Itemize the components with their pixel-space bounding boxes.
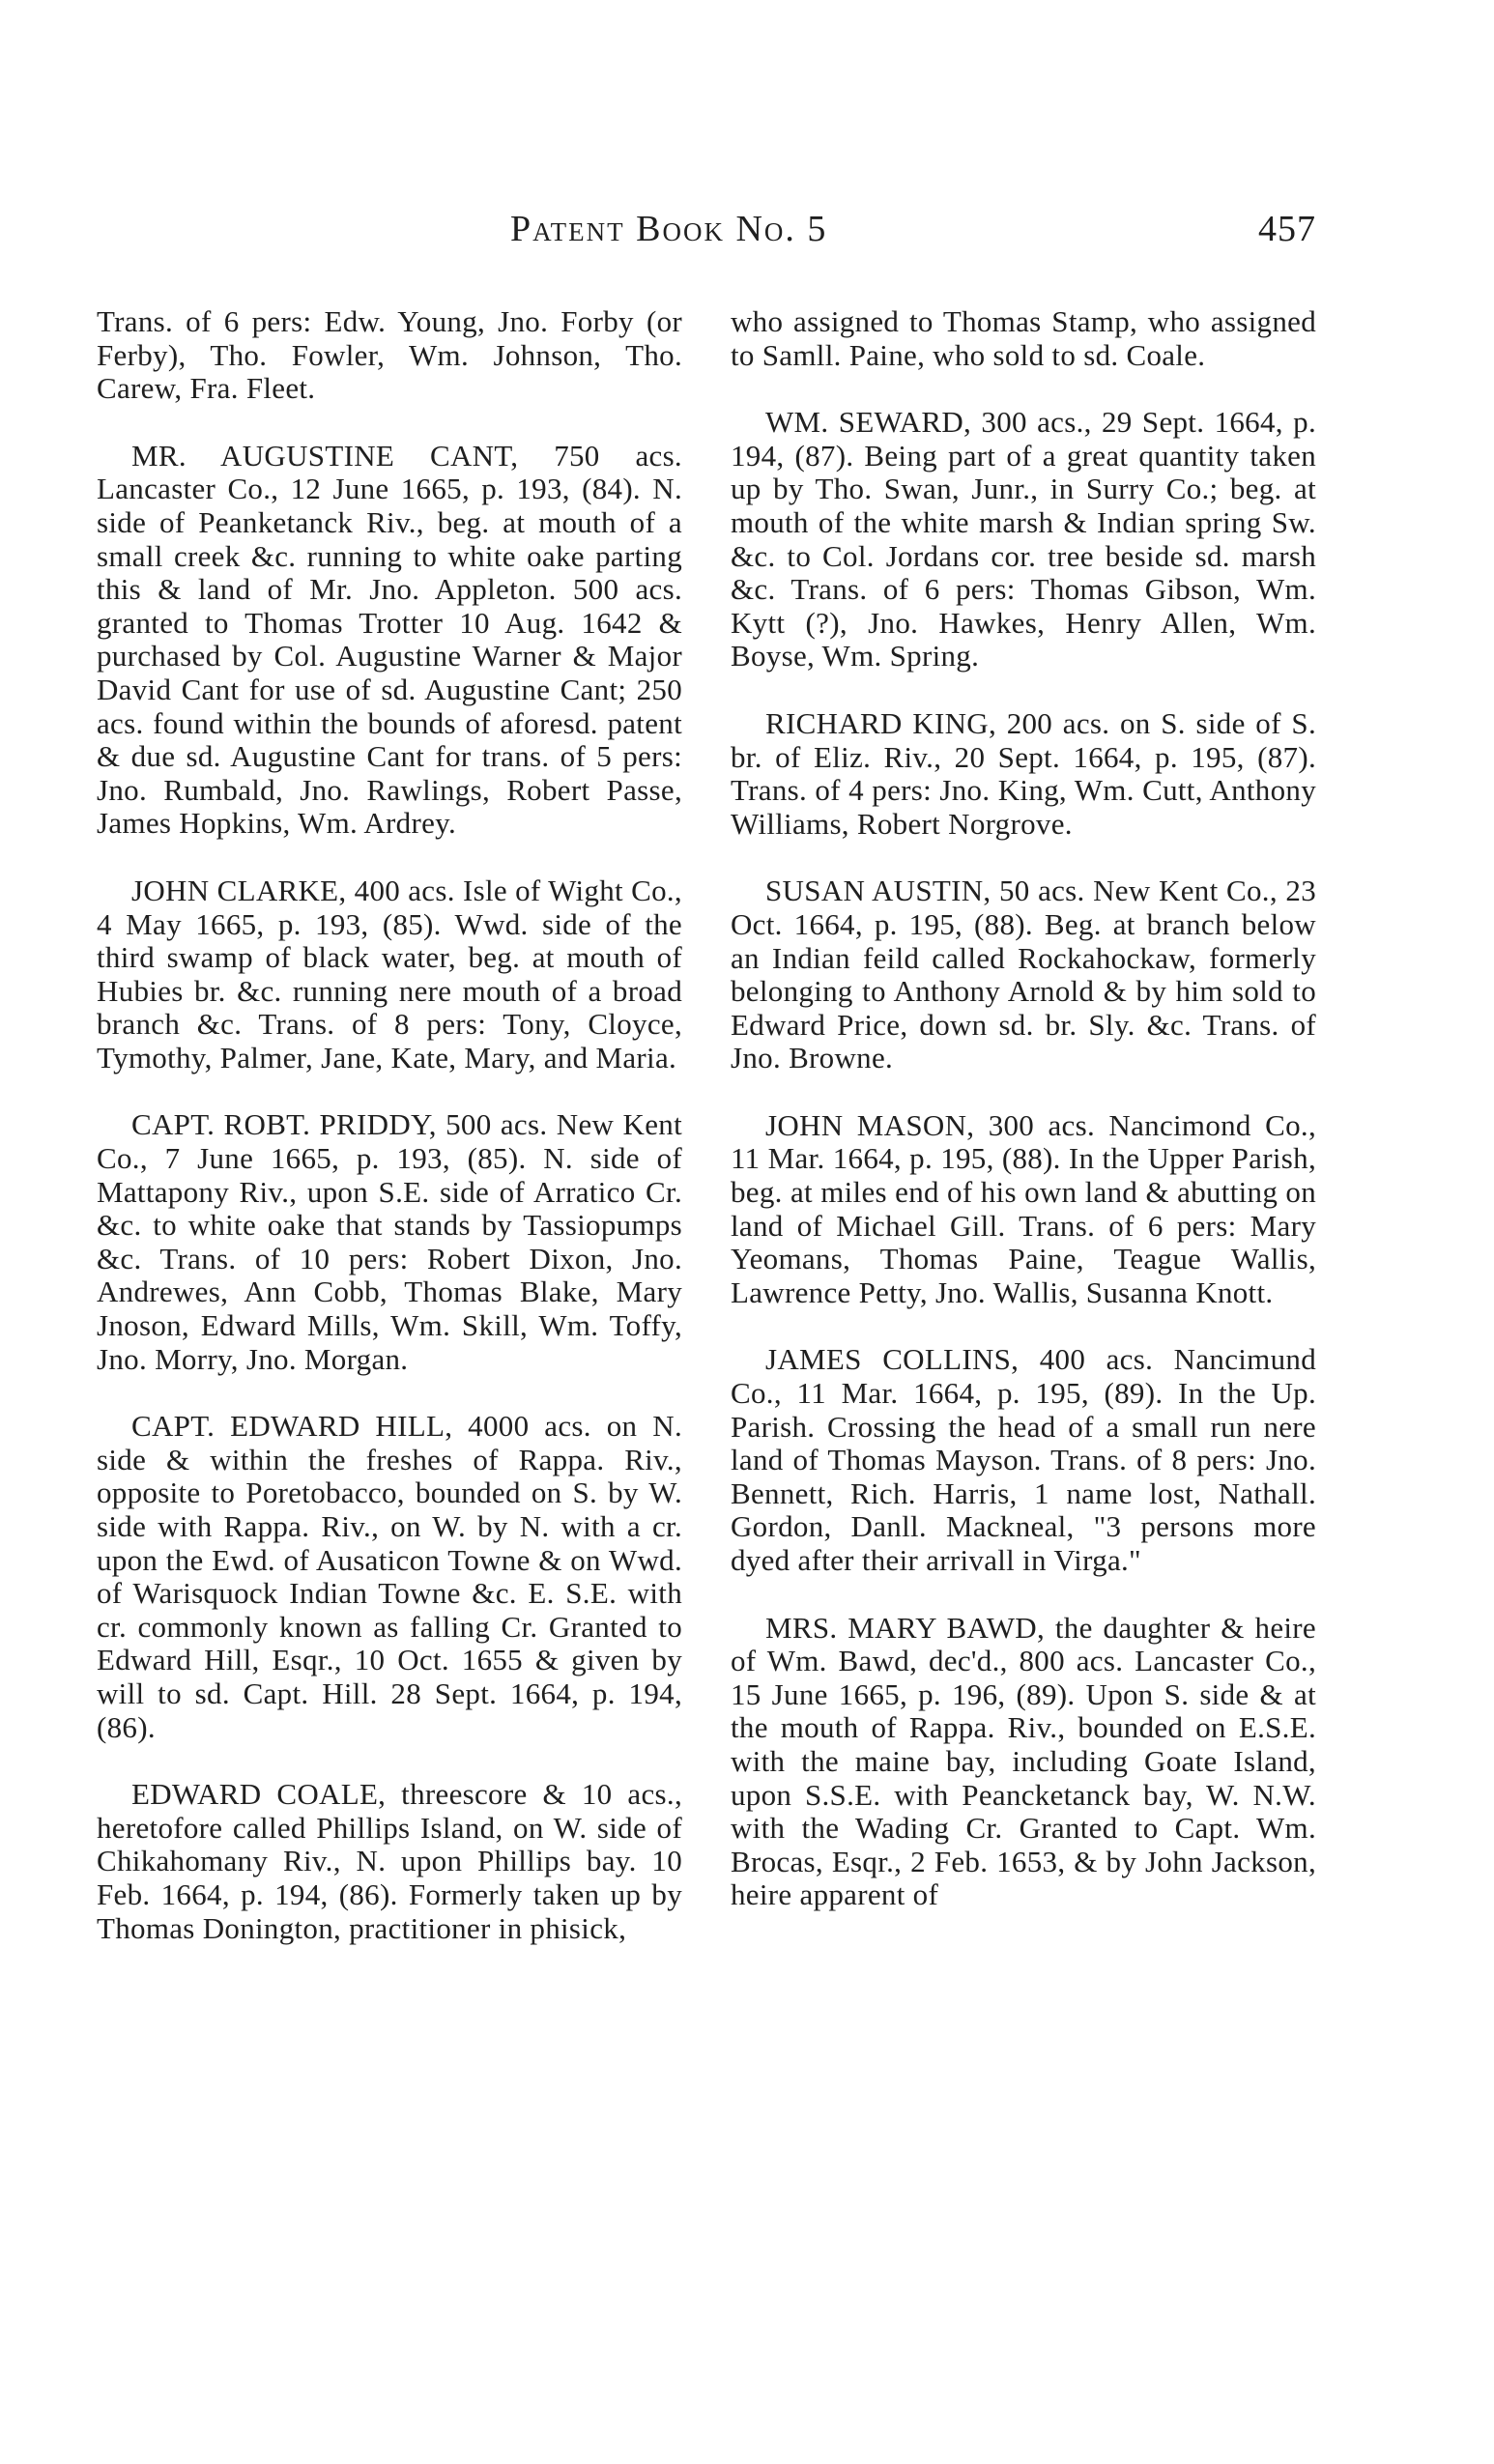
left-column <box>97 305 682 1979</box>
right-column <box>731 305 1316 1946</box>
running-title: Patent Book No. 5 <box>510 209 828 249</box>
patent-entry-continued: Trans. of 6 pers: Edw. Young, Jno. Forby (or Ferby), Tho. Fowler, Wm. Johnson, Tho. Carew, Fra. Fleet. <box>97 304 682 406</box>
patent-entry: MR. AUGUSTINE CANT, 750 acs. Lancaster Co., 12 June 1665, p. 193, (84). N. side of Peanketanck Riv., beg. at mouth of a small creek &c. running to white oake parting this & land of Mr. Jno. Appleton. 500 acs. granted to Thomas Trotter 10 Aug. 1642 & purchased by Col. Augustine Warner & Major David Cant for use of sd. Augustine Cant; 250 acs. found within the bounds of aforesd. patent & due sd. Augustine Cant for trans. of 5 pers: Jno. Rumbald, Jno. Rawlings, Robert Passe, James Hopkins, Wm. Ardrey. <box>97 438 682 841</box>
running-head <box>97 205 1316 253</box>
patent-entry-continued: who assigned to Thomas Stamp, who assigned to Samll. Paine, who sold to sd. Coale. <box>731 304 1316 372</box>
patent-entry: CAPT. EDWARD HILL, 4000 acs. on N. side & within the freshes of Rappa. Riv., opposite to Poretobacco, bounded on S. by W. side with Rappa. Riv., on W. by N. with a cr. upon the Ewd. of Ausaticon Towne & on Wwd. of Warisquock Indian Towne &c. E. S.E. with cr. commonly known as falling Cr. Granted to Edward Hill, Esqr., 10 Oct. 1655 & given by will to sd. Capt. Hill. 28 Sept. 1664, p. 194, (86). <box>97 1409 682 1744</box>
patent-entry: WM. SEWARD, 300 acs., 29 Sept. 1664, p. 194, (87). Being part of a great quantity taken up by Tho. Swan, Junr., in Surry Co.; beg. at mouth of the white marsh & Indian spring Sw. &c. to Col. Jordans cor. tree beside sd. marsh &c. Trans. of 6 pers: Thomas Gibson, Wm. Kytt (?), Jno. Hawkes, Henry Allen, Wm. Boyse, Wm. Spring. <box>731 405 1316 673</box>
patent-entry: JOHN MASON, 300 acs. Nancimond Co., 11 Mar. 1664, p. 195, (88). In the Upper Parish, beg. at miles end of his own land & abutting on land of Michael Gill. Trans. of 6 pers: Mary Yeomans, Thomas Paine, Teague Wallis, Lawrence Petty, Jno. Wallis, Susanna Knott. <box>731 1107 1316 1309</box>
patent-entry: MRS. MARY BAWD, the daughter & heire of Wm. Bawd, dec'd., 800 acs. Lancaster Co., 15 June 1665, p. 196, (89). Upon S. side & at the mouth of Rappa. Riv., bounded on E.S.E. with the maine bay, including Goate Island, upon S.S.E. with Peancketanck bay, W. N.W. with the Wading Cr. Granted to Capt. Wm. Brocas, Esqr., 2 Feb. 1653, & by John Jackson, heire apparent of <box>731 1610 1316 1912</box>
patent-entry: RICHARD KING, 200 acs. on S. side of S. br. of Eliz. Riv., 20 Sept. 1664, p. 195, (87). Trans. of 4 pers: Jno. King, Wm. Cutt, Anthony Williams, Robert Norgrove. <box>731 705 1316 841</box>
page-number: 457 <box>1258 209 1316 249</box>
patent-entry: JOHN CLARKE, 400 acs. Isle of Wight Co., 4 May 1665, p. 193, (85). Wwd. side of the third swamp of black water, beg. at mouth of Hubies br. &c. running nere mouth of a broad branch &c. Trans. of 8 pers: Tony, Cloyce, Tymothy, Palmer, Jane, Kate, Mary, and Maria. <box>97 873 682 1074</box>
patent-entry: EDWARD COALE, threescore & 10 acs., heretofore called Phillips Island, on W. side of Chikahomany Riv., N. upon Phillips bay. 10 Feb. 1664, p. 194, (86). Formerly taken up by Thomas Donington, practitioner in phisick, <box>97 1777 682 1945</box>
patent-entry: CAPT. ROBT. PRIDDY, 500 acs. New Kent Co., 7 June 1665, p. 193, (85). N. side of Mattapony Riv., upon S.E. side of Arratico Cr. &c. to white oake that stands by Tassiopumps &c. Trans. of 10 pers: Robert Dixon, Jno. Andrewes, Ann Cobb, Thomas Blake, Mary Jnoson, Edward Mills, Wm. Skill, Wm. Toffy, Jno. Morry, Jno. Morgan. <box>97 1107 682 1376</box>
patent-entry: SUSAN AUSTIN, 50 acs. New Kent Co., 23 Oct. 1664, p. 195, (88). Beg. at branch below an Indian feild called Rockahockaw, formerly belonging to Anthony Arnold & by him sold to Edward Price, down sd. br. Sly. &c. Trans. of Jno. Browne. <box>731 874 1316 1075</box>
patent-entry: JAMES COLLINS, 400 acs. Nancimund Co., 11 Mar. 1664, p. 195, (89). In the Up. Parish. Crossing the head of a small run nere land of Thomas Mayson. Trans. of 8 pers: Jno. Bennett, Rich. Harris, 1 name lost, Nathall. Gordon, Danll. Mackneal, "3 persons more dyed after their arrivall in Virga." <box>731 1342 1316 1577</box>
